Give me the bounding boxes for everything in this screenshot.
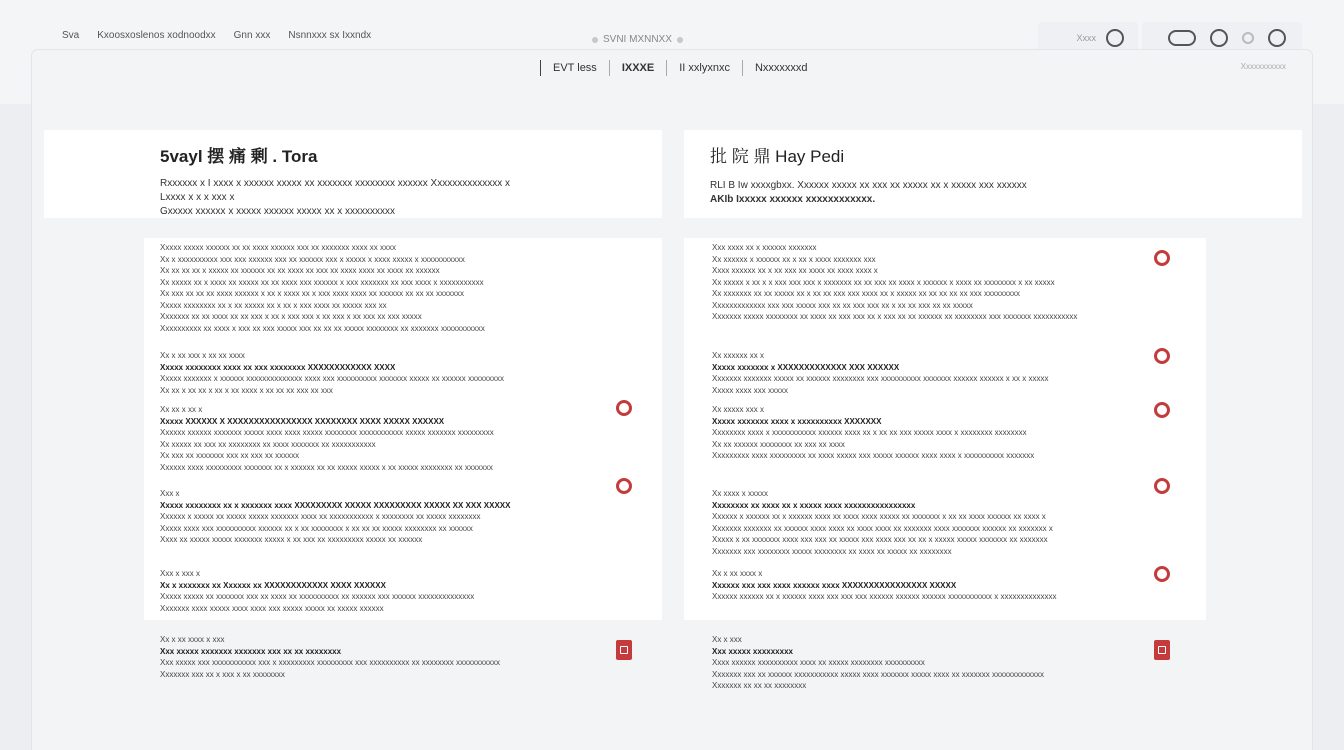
refresh-icon[interactable] [1210,29,1228,47]
entry-line: Xx xx xxxxxx xxxxxxxx xx xxx xx xxxx [712,439,845,449]
menu-item-app[interactable]: Sva [62,30,80,41]
tab-2[interactable]: IXXXE [609,60,666,76]
left-subtitle-line: Lxxxx x x x xxx x [160,192,235,203]
annotation-circle-icon[interactable] [1154,478,1170,494]
entry-line: Xxxxx xxxxxxx xxxx x xxxxxxxxxx XXXXXXX [712,416,882,426]
entry-line: Xxxxxxx xxxxxxx xx xxxxxx xxxx xxxx xx xxxx xxxx xx xxxxxxx xxxx xxxxxxx xxxxxx xx xxxxxxx x [712,523,1053,533]
entry-line: Xxxxxxxxxxxxx xxx xxx xxxxx xxx xx xx xxx xxx xx x xx xx xxx xx xx xxxxx [712,300,973,310]
zoom-label: Xxxx [1076,33,1096,43]
settings-icon[interactable] [1268,29,1286,47]
annotation-circle-icon[interactable] [1154,566,1170,582]
entry-line: Xx xxxxxxx xx xx xxxxx xx x xx xx xxx xxx xxxx xx x xxxxx xx xx xx xx xx xxx xxxxxxxxx [712,289,1021,298]
entry-line: Xxxxx xxxxxxxx xx x xxxxxxx xxxx XXXXXXXXX XXXXX XXXXXXXXX XXXXX XX XXX XXXXX [160,500,511,510]
menu-bar [62,30,371,41]
window-title [592,34,683,45]
entry-line: Xx xxxx x xxxxx [712,489,769,498]
entry-line: Xxx xxxxx xxxxxxx xxxxxxx xxx xx xx xxxxxxxx [160,646,342,656]
entry-line: Xx xxxxx x xx x x xxx xxx xxx x xxxxxxx xx xx xxx xx xxxx x xxxxxx x xxxx xx xxxxxxxx x xx xxxxx [712,277,1055,287]
entry-line: Xxxxxx xxx xxx xxxx xxxxxx xxxx XXXXXXXXXXXXXXXX XXXXX [712,580,957,590]
annotation-circle-icon[interactable] [616,478,632,494]
window-title-text: SVNI MXNNXX [603,34,672,45]
entry-line: Xx x xxxxxxx xx Xxxxxx xx XXXXXXXXXXXX XXXX XXXXXX [160,580,386,590]
entry-line: Xxxxxxxxx xxxx xxxxxxxxx xx xxxx xxxxx xxx xxxxx xxxxxx xxxx xxxx x xxxxxxxxxx xxxxxxx [712,451,1035,460]
status-dot-icon [592,37,598,43]
annotation-square-icon[interactable] [616,640,632,660]
entry-line: Xxxxxx xxxx xxxxxxxxx xxxxxxx xx x xxxxxx xx xx xxxxx xxxxx x xx xxxxx xxxxxxxx xx xxxxxxx [160,462,493,472]
search-icon[interactable] [1106,29,1124,47]
right-subtitle-line: AKIb Ixxxxx xxxxxx xxxxxxxxxxxx. [710,194,876,205]
list-item [712,568,1182,603]
right-panel-title: 批 院 鼎 Hay Pedi [710,147,845,166]
glasses-icon[interactable] [1168,30,1196,46]
entry-line: Xxxxxx xxxxxx xxxxxxx xxxxx xxxx xxxx xxxxx xxxxxxxx xxxxxxxxxxx xxxxx xxxxxxx xxxxxxxxx [160,428,494,437]
annotation-circle-icon[interactable] [1154,402,1170,418]
list-item [712,488,1182,557]
entry-line: Xxxxx XXXXXX X XXXXXXXXXXXXXXXX XXXXXXXX XXXX XXXXX XXXXXX [160,416,445,426]
entry-line: Xxxx xx xxxxx xxxxx xxxxxxx xxxxx x xx xxx xx xxxxxxxxx xxxxx xx xxxxxx [160,535,423,544]
menu-item-file[interactable]: Kxoosxoslenos xodnoodxx [97,30,216,41]
list-item [712,350,1182,396]
entry-line: Xxxxxxx xxxxxxx xxxxx xx xxxxxx xxxxxxxx xxx xxxxxxxxxx xxxxxxx xxxxxx xxxxxx x xx x xxxxx [712,374,1049,383]
left-panel-title: 5vayl 摆 痛 剰 . Tora [160,147,318,166]
annotation-circle-icon[interactable] [616,400,632,416]
entry-line: Xxxxxx x xxxxx xx xxxxx xxxxx xxxxxxx xxxx xx xxxxxxxxxxx x xxxxxxxx xx xxxxx xxxxxxxx [160,512,481,521]
menu-item-view[interactable]: Nsnnxxx sx Ixxndx [288,30,372,41]
entry-line: Xxxxx xxxxx xxxxxx xx xx xxxx xxxxxx xxx xx xxxxxxx xxxx xx xxxx [160,243,397,252]
list-item [160,242,640,334]
list-item [712,242,1182,323]
entry-line: Xxxxx x xx xxxxxxx xxxx xxx xxx xx xxxxx xxx xxxx xxx xx xx x xxxxx xxxxx xxxxxxx xx xxxxxxx [712,535,1048,544]
entry-line: Xx xxx xx xxxxxxx xxx xx xxx xx xxxxxx [160,451,300,460]
entry-line: Xxx xxxxx xxx xxxxxxxxxxx xxx x xxxxxxxxx xxxxxxxxx xxx xxxxxxxxxx xx xxxxxxxx xxxxxxxxxxx [160,658,501,667]
list-item [160,634,640,680]
left-subtitle-line: Rxxxxxx x I xxxx x xxxxxx xxxxx xx xxxxxxx xxxxxxxx xxxxxx Xxxxxxxxxxxxxx x [160,178,511,189]
entry-line: Xxxxx xxxxxxxx xx x xx xxxxx xx x xx x xxx xxxx xx xxxxx xxx xx [160,300,387,310]
list-item [160,568,640,614]
list-item [160,350,640,396]
entry-line: Xx x xx xxx x xx xx xxxx [160,351,245,360]
entry-line: Xxx xxxx xx x xxxxxx xxxxxxx [712,243,817,252]
entry-line: Xxxxx xxxxxxx x xxxxxx xxxxxxxxxxxxxx xxxx xxx xxxxxxxxxx xxxxxxx xxxxx xx xxxxxx xxxxxxxxx [160,374,505,383]
entry-line: Xxxxxxx xxxxx xxxxxxxx xx xxxx xx xxx xxx xx x xxx xx xx xxxxxx xx xxxxxxxx xxx xxxxxxx xxxxxxxxxxx [712,312,1078,321]
entry-line: Xx xxxxx xx xxx xx xxxxxxxx xx xxxx xxxxxxx xx xxxxxxxxxxx [160,439,376,449]
left-subtitle-line: Gxxxxx xxxxxx x xxxxx xxxxxx xxxxx xx x xxxxxxxxxx [160,206,396,217]
entry-line: Xx x xx xxxx x xxx [160,635,225,644]
entry-line: Xx xxx xx xx xx xxxx xxxxxx x xx x xxxx xx x xxx xxxx xxxx xx xxxxxx xx xx xx xxxxxxx [160,289,465,298]
window-corner-label: Xxxxxxxxxxx [1240,62,1286,71]
list-item [160,488,640,546]
entry-line: Xxx x [160,489,180,498]
entry-line: Xxxxxxx xx xx xx xxxxxxxx [712,681,807,690]
menu-item-edit[interactable]: Gnn xxx [233,30,271,41]
entry-line: Xxxx xxxxxx xx x xx xxx xx xxxx xx xxxx xxxx x [712,266,878,275]
entry-line: Xxxxxxxx xxxx x xxxxxxxxxxx xxxxxx xxxx xx x xx xx xxx xxxxx xxxx x xxxxxxxx xxxxxxxx [712,428,1027,437]
left-panel-body [144,238,662,679]
tab-1[interactable]: EVT less [540,60,609,76]
entry-line: Xxxxxxxx xx xxxx xx x xxxxx xxxx xxxxxxxxxxxxxxxx [712,500,916,510]
entry-line: Xx xxxxxx x xxxxxx xx x xx x xxxx xxxxxxx xxx [712,254,876,264]
entry-line: Xx xxxxxx xx x [712,351,765,360]
entry-line: Xxxxx xxxx xxx xxxxxxxxxx xxxxxx xx x xx xxxxxxxx x xx xx xx xxxxx xxxxxxxx xx xxxxxx [160,523,473,533]
entry-line: Xx x xx xxxx x [712,569,763,578]
entry-line: Xx xx x xx x [160,405,203,414]
entry-line: Xxxxx xxxxx xx xxxxxxx xxx xx xxxx xx xxxxxxxxxx xx xxxxxx xxx xxxxxx xxxxxxxxxxxxxx [160,592,475,601]
entry-line: Xxxxx xxxxxxxx xxxx xx xxx xxxxxxxx XXXXXXXXXXXX XXXX [160,362,396,372]
entry-line: Xxxxxxx xxxx xxxxx xxxx xxxx xxx xxxxx xxxxx xx xxxxx xxxxxx [160,603,384,613]
list-item [712,634,1182,692]
annotation-circle-icon[interactable] [1154,348,1170,364]
entry-line: Xx xxxxx xx x xxxx xx xxxxx xx xx xxxx xxx xxxxxx x xxx xxxxxxx xx xxx xxxx x xxxxxxxxxxx [160,277,484,287]
annotation-square-icon[interactable] [1154,640,1170,660]
list-item [712,404,1182,462]
tab-4[interactable]: Nxxxxxxxd [742,60,820,76]
entry-line: Xxx xxxxx xxxxxxxxx [712,646,793,656]
entry-line: Xxxx xxxxxx xxxxxxxxxx xxxx xx xxxxx xxxxxxxx xxxxxxxxxx [712,658,925,667]
tab-3[interactable]: II xxlyxnxc [666,60,742,76]
entry-line: Xxxxxx x xxxxxx xx x xxxxxx xxxx xx xxxx xxxx xxxxx xx xxxxxxx x xx xx xxxx xxxxxx xx xxxx x [712,512,1046,521]
entry-line: Xx x xxx [712,635,742,644]
entry-line: Xx xx xx xx x xxxxx xx xxxxxx xx xx xxxx xx xxx xx xxxx xxxx xx xxxx xx xxxxxx [160,266,440,275]
entry-line: Xx xx x xx xx x xx x xx xxxx x xx xx xx xxx xx xxx [160,385,333,395]
entry-line: Xxx x xxx x [160,569,201,578]
entry-line: Xxxxx xxxx xxx xxxxx [712,385,789,395]
right-subtitle-line: RLI B Iw xxxxgbxx. Xxxxxx xxxxx xx xxx xx xxxxx xx x xxxxx xxx xxxxxx [710,180,1027,191]
right-panel-body [684,238,1206,690]
entry-line: Xxxxx xxxxxxx x XXXXXXXXXXXXX XXX XXXXXX [712,362,900,372]
entry-line: Xx xxxxx xxx x [712,405,765,414]
entry-line: Xxxxxxx xxx xx xxxxxx xxxxxxxxxxx xxxxx xxxx xxxxxxx xxxxx xxxx xx xxxxxxx xxxxxxxxxxxxx [712,669,1045,679]
entry-line: Xxxxxx xxxxxx xx x xxxxxx xxxx xxx xxx xxx xxxxxx xxxxxx xxxxxx xxxxxxxxxxx x xxxxxxxxxxxxxx [712,592,1057,601]
right-panel-header [684,130,1302,218]
left-panel-header [44,130,662,218]
list-item [160,404,640,473]
status-dot-icon [677,37,683,43]
tab-bar [540,60,820,76]
entry-line: Xxxxxxx xxx xxxxxxxx xxxxx xxxxxxxx xx xxxx xx xxxxx xx xxxxxxxx [712,546,952,556]
dot-icon[interactable] [1242,32,1254,44]
entry-line: Xxxxxxx xxx xx x xxx x xx xxxxxxxx [160,669,285,679]
entry-line: Xx x xxxxxxxxxx xxx xxx xxxxxx xxx xx xxxxxx xxx x xxxxx x xxxx xxxxx x xxxxxxxxxxx [160,254,465,264]
entry-line: Xxxxxxxxxx xx xxxx x xxx xx xxx xxxxx xxx xx xx xx xxxxx xxxxxxxx xx xxxxxxx xxxxxxxxxxx [160,323,485,333]
annotation-circle-icon[interactable] [1154,250,1170,266]
entry-line: Xxxxxxx xx xx xxxx xx xx xxx x xx x xxx xxx x xx xxx x xx xxx xx xxx xxxxx [160,312,422,321]
